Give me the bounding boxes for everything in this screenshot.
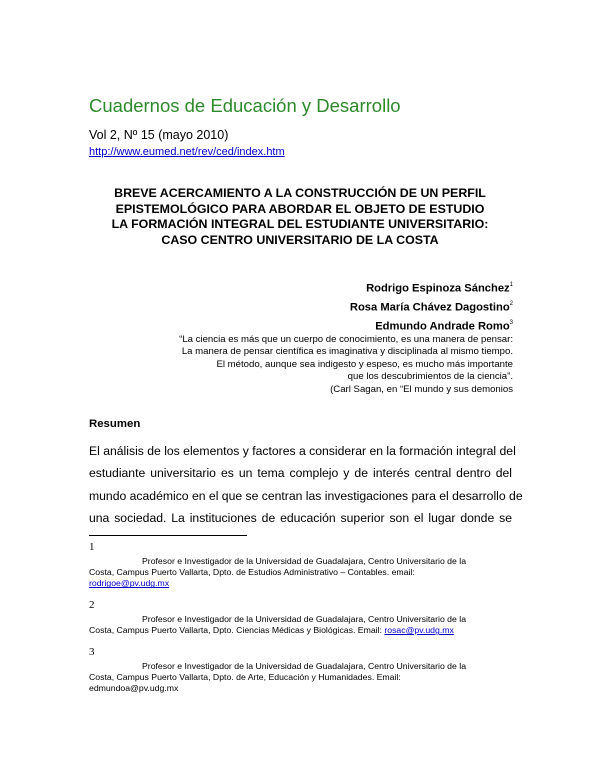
author — [350, 297, 513, 316]
footnote-text: Profesor e Investigador de la Universidad de Guadalajara, Centro Universitario de la — [142, 556, 467, 566]
author-name: Rosa María Chávez Dagostino — [349, 301, 510, 314]
title-line: BREVE ACERCAMIENTO A LA CONSTRUCCIÓN DE UN PERFIL — [114, 186, 486, 200]
journal-title: Cuadernos de Educación y Desarrollo — [89, 95, 401, 116]
author-name: Rodrigo Espinoza Sánchez — [366, 282, 510, 295]
footnote-email-link[interactable]: rosac@pv.udg.mx — [384, 625, 454, 636]
footnote-ref[interactable]: 2 — [509, 301, 513, 308]
footnote-text: Costa, Campus Puerto Vallarta, Dpto. Ciencias Médicas y Biológicas. Email: — [89, 625, 385, 636]
footnote-ref[interactable]: 3 — [509, 320, 513, 327]
footnote-1 — [89, 556, 519, 590]
abstract-heading: Resumen — [89, 418, 141, 430]
title-line: LA FORMACIÓN INTEGRAL DEL ESTUDIANTE UNIVERSITARIO: — [111, 217, 489, 231]
footnote-ref[interactable]: 1 — [509, 282, 513, 288]
quote-line: que los descubrimientos de la ciencia”. — [347, 371, 513, 383]
author-name: Edmundo Andrade Romo — [375, 321, 510, 334]
quote-line: La manera de pensar científica es imaginativa y disciplinada al mismo tiempo. — [181, 346, 513, 358]
footnote-text: Profesor e Investigador de la Universidad de Guadalajara, Centro Universitario de la — [142, 614, 467, 624]
author-list — [350, 278, 513, 336]
footnote-text: Costa, Campus Puerto Vallarta, Dpto. de Estudios Administrativo – Contables. email: — [89, 567, 415, 578]
abstract-line: estudiante universitario es un tema complejo y de interés central dentro del — [89, 466, 512, 481]
journal-issue: Vol 2, Nº 15 (mayo 2010) — [89, 128, 229, 142]
footnote-email: edmundoa@pv.udg.mx — [89, 683, 179, 694]
quote-line: (Carl Sagan, en “El mundo y sus demonios — [330, 383, 513, 395]
footnote-email-link[interactable]: rodrigoe@pv.udg.mx — [89, 578, 170, 589]
footnote-number: 3 — [89, 646, 95, 658]
quote-line: El método, aunque sea indigesto y espeso, es mucho más importante — [216, 358, 513, 370]
epigraph-quote — [179, 334, 513, 396]
abstract-line: una sociedad. La instituciones de educación superior son el lugar donde se — [89, 510, 512, 525]
footnote-text: Costa, Campus Puerto Vallarta, Dpto. de Arte, Educación y Humanidades. Email: — [89, 672, 401, 683]
author — [350, 316, 513, 335]
title-line: CASO CENTRO UNIVERSITARIO DE LA COSTA — [161, 232, 439, 247]
article-title — [89, 186, 511, 248]
abstract-body — [89, 440, 523, 529]
footnote-separator — [89, 535, 247, 536]
footnote-number: 2 — [89, 599, 95, 611]
footnote-3 — [89, 661, 519, 695]
journal-url-link[interactable]: http://www.eumed.net/rev/ced/index.htm — [89, 146, 285, 158]
quote-line: “La ciencia es más que un cuerpo de conocimiento, es una manera de pensar: — [179, 334, 513, 345]
footnote-2 — [89, 614, 519, 636]
author — [350, 278, 513, 297]
footnote-text: Profesor e Investigador de la Universidad de Guadalajara, Centro Universitario de la — [142, 661, 467, 671]
abstract-line: El análisis de los elementos y factores a considerar en la formación integral del — [89, 444, 516, 458]
footnote-number: 1 — [89, 541, 95, 553]
title-line: EPISTEMOLÓGICO PARA ABORDAR EL OBJETO DE ESTUDIO — [115, 201, 485, 216]
abstract-line: mundo académico en el que se centran las investigaciones para el desarrollo de — [89, 488, 523, 503]
